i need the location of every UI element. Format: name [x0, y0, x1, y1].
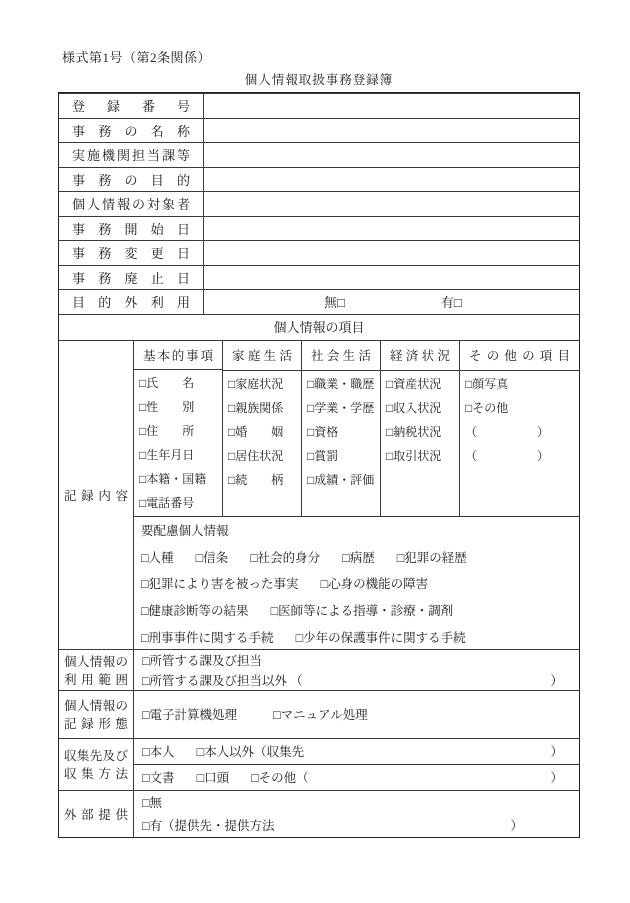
checkbox-item[interactable]: □その他: [465, 400, 509, 415]
column-header: 基本的事項: [134, 341, 222, 370]
column-social-life: [302, 341, 381, 516]
collection-label: 収集先及び 収集方法: [59, 739, 134, 790]
column-header: 経済状況: [381, 341, 459, 371]
field-label: 事務の名称: [59, 119, 204, 143]
field-value-input[interactable]: [204, 266, 579, 290]
checkbox-item[interactable]: □資格: [307, 424, 339, 439]
external-provision-label: 外部提供: [59, 791, 134, 837]
fill-in-close-paren: ）: [550, 771, 563, 786]
registry-table: [58, 92, 580, 838]
field-label: 個人情報の対象者: [59, 192, 204, 216]
record-format-section: [59, 690, 579, 738]
field-label: 実施機関担当課等: [59, 143, 204, 167]
checkbox-item[interactable]: □資産状況: [386, 376, 442, 391]
field-label: 事務開始日: [59, 217, 204, 241]
column-header: 家庭生活: [223, 341, 301, 371]
checkbox-item[interactable]: □心身の機能の障害: [320, 577, 429, 592]
checkbox-item[interactable]: □無: [142, 796, 163, 810]
record-format-label: 個人情報の 記録形態: [59, 691, 134, 738]
checkbox-item[interactable]: （ ）: [465, 448, 550, 463]
personal-info-items-banner: 個人情報の項目: [59, 314, 579, 340]
checkbox-item[interactable]: □賞罰: [307, 448, 339, 463]
field-row: [59, 216, 579, 241]
checkbox-item[interactable]: □本人: [142, 745, 175, 760]
items-grid: [134, 341, 579, 516]
external-provision-section: [59, 790, 579, 837]
fill-in-close-paren: ）: [550, 673, 563, 688]
field-label: 目的外利用: [59, 290, 204, 314]
basic-field-rows: [59, 93, 579, 289]
checkbox-item[interactable]: □口頭: [196, 771, 230, 786]
external-use-row: [59, 289, 579, 314]
checkbox-item[interactable]: □顔写真: [465, 376, 509, 391]
checkbox-item[interactable]: □婚 姻: [228, 424, 284, 439]
record-content-body: [134, 341, 579, 649]
column-header: 社会生活: [302, 341, 380, 371]
checkbox-item[interactable]: □住 所: [139, 424, 195, 439]
field-row: [59, 265, 579, 290]
field-value-input[interactable]: [204, 241, 579, 265]
checkbox-item[interactable]: □成績・評価: [307, 472, 375, 487]
checkbox-item[interactable]: □本人以外（収集先: [196, 745, 305, 760]
field-value-input[interactable]: [204, 217, 579, 241]
checkbox-item[interactable]: □社会的身分: [250, 550, 321, 565]
checkbox-item[interactable]: □居住状況: [228, 448, 284, 463]
page-title: 個人情報取扱事務登録簿: [244, 73, 394, 87]
field-value-input[interactable]: [204, 143, 579, 167]
checkbox-item[interactable]: □生年月日: [139, 448, 195, 463]
field-row: [59, 142, 579, 167]
fill-in-close-paren: ）: [510, 819, 523, 833]
fill-in-close-paren: ）: [550, 745, 563, 760]
field-value-input[interactable]: [204, 192, 579, 216]
checkbox-item[interactable]: □所管する課及び担当以外 （: [142, 673, 303, 688]
column-economic-status: [381, 341, 460, 516]
checkbox-item[interactable]: （ ）: [465, 424, 550, 439]
checkbox-item[interactable]: □続 柄: [228, 472, 284, 487]
field-label: 登録番号: [59, 94, 204, 118]
checkbox-item[interactable]: □職業・職歴: [307, 376, 375, 391]
sensitive-title: 要配慮個人情報: [141, 523, 229, 538]
checkbox-item[interactable]: □その他（: [251, 771, 309, 786]
field-row: [59, 93, 579, 118]
checkbox-item[interactable]: □取引状況: [386, 448, 442, 463]
checkbox-item[interactable]: □性 別: [139, 400, 195, 415]
checkbox-item[interactable]: □有（提供先・提供方法: [142, 819, 275, 833]
column-family-life: [223, 341, 302, 516]
field-label: 事務変更日: [59, 241, 204, 265]
checkbox-option-yes[interactable]: 有□: [440, 295, 462, 311]
column-other-items: [460, 341, 579, 516]
field-value-input[interactable]: [204, 119, 579, 143]
checkbox-item[interactable]: □犯罪により害を被った事実: [141, 577, 299, 592]
checkbox-item[interactable]: □文書: [142, 771, 175, 786]
checkbox-item[interactable]: □収入状況: [386, 400, 442, 415]
checkbox-option-none[interactable]: 無□: [324, 295, 345, 311]
usage-scope-label: 個人情報の 利用範囲: [59, 650, 134, 690]
checkbox-item[interactable]: □家庭状況: [228, 376, 284, 391]
checkbox-item[interactable]: □電話番号: [139, 496, 195, 511]
checkbox-item[interactable]: □刑事事件に関する手続: [141, 630, 274, 645]
field-row: [59, 240, 579, 265]
column-header: その他の項目: [460, 341, 579, 371]
checkbox-item[interactable]: □氏 名: [139, 375, 195, 390]
external-use-options: [204, 290, 579, 314]
checkbox-item[interactable]: □医師等による指導・診療・調剤: [270, 604, 454, 619]
record-content-label: 記録内容: [59, 341, 134, 649]
record-content-section: [59, 340, 579, 649]
checkbox-item[interactable]: □健康診断等の結果: [141, 604, 249, 619]
field-row: [59, 118, 579, 143]
column-basic-items: [134, 341, 223, 516]
checkbox-item[interactable]: □学業・学歴: [307, 400, 375, 415]
field-row: [59, 167, 579, 192]
checkbox-item[interactable]: □病歴: [342, 550, 375, 565]
field-label: 事務の目的: [59, 168, 204, 192]
checkbox-item[interactable]: □犯罪の経歴: [396, 550, 467, 565]
collection-section: [59, 738, 579, 790]
form-number: 様式第1号（第2条関係）: [62, 50, 212, 65]
checkbox-item[interactable]: □少年の保護事件に関する手続: [295, 630, 466, 645]
checkbox-item[interactable]: □親族関係: [228, 400, 284, 415]
checkbox-item[interactable]: □電子計算機処理: [142, 708, 238, 722]
checkbox-item[interactable]: □マニュアル処理: [273, 708, 368, 722]
checkbox-item[interactable]: □本籍・国籍: [139, 472, 207, 487]
field-value-input[interactable]: [204, 168, 579, 192]
sensitive-info-block: [134, 516, 579, 650]
checkbox-item[interactable]: □納税状況: [386, 424, 442, 439]
field-value-input[interactable]: [204, 94, 579, 118]
usage-scope-section: [59, 649, 579, 690]
field-row: [59, 191, 579, 216]
checkbox-item[interactable]: □所管する課及び担当: [142, 653, 263, 668]
checkbox-item[interactable]: □人種: [141, 550, 174, 565]
checkbox-item[interactable]: □信条: [195, 550, 229, 565]
field-label: 事務廃止日: [59, 266, 204, 290]
